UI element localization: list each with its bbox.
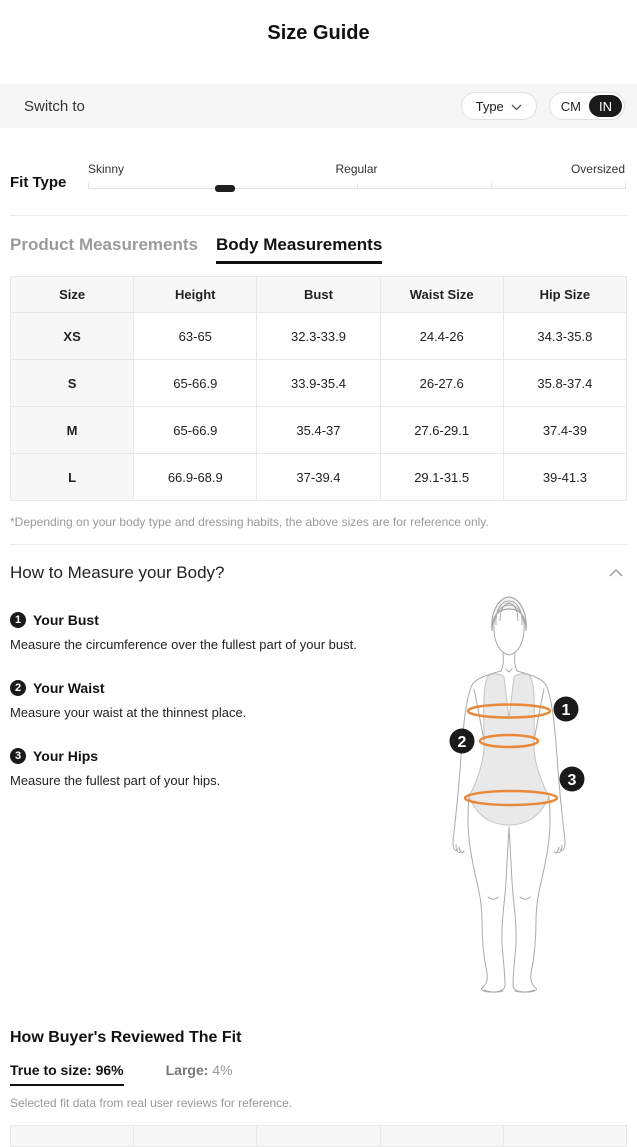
fit-scale-tick (625, 183, 626, 189)
figure-badge-2 (450, 729, 475, 754)
svg-text:3: 3 (567, 772, 577, 789)
unit-option-in[interactable]: IN (589, 95, 622, 117)
table-cell: 29.1-31.5 (380, 454, 503, 501)
fit-type-scale (88, 160, 625, 200)
table-cell: 66.9-68.9 (134, 454, 257, 501)
table-cell: 37-39.4 (257, 454, 380, 501)
how-to-measure-section (10, 563, 627, 999)
measure-step-waist (10, 680, 410, 723)
type-dropdown-button[interactable] (461, 92, 537, 120)
divider (10, 544, 627, 545)
size-cell: M (11, 407, 134, 454)
fit-review-stats (10, 1062, 627, 1086)
partial-table-cell (504, 1125, 627, 1147)
tab-body-measurements[interactable]: Body Measurements (216, 235, 382, 264)
step-description: Measure the fullest part of your hips. (10, 773, 221, 789)
fit-option-regular: Regular (335, 162, 378, 176)
table-row (11, 313, 627, 360)
body-figure (410, 591, 627, 995)
partial-table-cell (10, 1125, 134, 1147)
measure-step-bust (10, 612, 410, 655)
step-number-badge: 1 (10, 612, 26, 628)
chevron-down-icon (511, 99, 522, 114)
measure-steps (10, 612, 410, 791)
measurement-tabs (10, 235, 627, 264)
unit-toggle[interactable] (549, 92, 625, 120)
step-title: Your Waist (33, 680, 105, 697)
svg-text:1: 1 (561, 702, 571, 719)
svg-text:2: 2 (457, 734, 467, 751)
step-number-badge: 3 (10, 748, 26, 764)
table-header-cell: Waist Size (380, 277, 503, 313)
fit-option-skinny: Skinny (88, 162, 125, 176)
unit-option-cm[interactable]: CM (560, 98, 581, 114)
how-to-measure-header[interactable] (10, 563, 627, 583)
fit-type-row (10, 160, 625, 200)
table-row (11, 407, 627, 454)
measure-step-hips (10, 748, 410, 791)
stat-large[interactable]: Large: 4% (165, 1062, 233, 1078)
table-header-cell: Bust (257, 277, 380, 313)
buyer-review-heading: How Buyer's Reviewed The Fit (10, 1029, 242, 1046)
figure-badge-3 (560, 767, 585, 792)
table-row (11, 360, 627, 407)
figure-badge-1 (554, 697, 579, 722)
review-caption: Selected fit data from real user reviews for reference. (10, 1096, 293, 1110)
table-cell: 33.9-35.4 (257, 360, 380, 407)
table-cell: 24.4-26 (380, 313, 503, 360)
table-row (11, 454, 627, 501)
size-cell: XS (11, 313, 134, 360)
step-description: Measure the circumference over the fullest part of your bust. (10, 637, 357, 652)
table-header-row (11, 277, 627, 313)
fit-option-oversized: Oversized (570, 162, 625, 176)
table-cell: 63-65 (134, 313, 257, 360)
size-cell: S (11, 360, 134, 407)
size-table-footnote: *Depending on your body type and dressing habits, the above sizes are for reference only. (10, 515, 489, 529)
fit-type-label: Fit Type (10, 174, 67, 191)
step-description: Measure your waist at the thinnest place. (10, 705, 247, 721)
size-cell: L (11, 454, 134, 501)
table-cell: 27.6-29.1 (380, 407, 503, 454)
fit-scale-tick (88, 183, 89, 189)
stat-true-to-size[interactable]: True to size: 96% (10, 1062, 124, 1086)
fit-type-marker (215, 185, 235, 192)
divider (10, 215, 627, 216)
type-dropdown-label: Type (475, 98, 504, 114)
chevron-up-icon[interactable] (609, 564, 623, 582)
table-header-cell: Size (11, 277, 134, 313)
partial-table-cell (134, 1125, 257, 1147)
tab-product-measurements[interactable]: Product Measurements (10, 235, 198, 254)
size-table (10, 276, 627, 501)
switch-bar (0, 84, 637, 128)
step-title: Your Hips (33, 748, 99, 765)
table-header-cell: Height (134, 277, 257, 313)
table-cell: 35.8-37.4 (503, 360, 626, 407)
table-cell: 39-41.3 (503, 454, 626, 501)
page-title: Size Guide (267, 22, 370, 44)
fit-scale-tick (357, 183, 358, 189)
partial-next-table-header (10, 1125, 627, 1147)
table-cell: 35.4-37 (257, 407, 380, 454)
step-number-badge: 2 (10, 680, 26, 696)
table-cell: 32.3-33.9 (257, 313, 380, 360)
partial-table-cell (381, 1125, 504, 1147)
how-to-measure-title: How to Measure your Body? (10, 563, 225, 582)
table-cell: 34.3-35.8 (503, 313, 626, 360)
buyer-review-section (10, 1029, 627, 1110)
table-cell: 37.4-39 (503, 407, 626, 454)
step-title: Your Bust (33, 612, 99, 628)
table-header-cell: Hip Size (503, 277, 626, 313)
partial-table-cell (257, 1125, 380, 1147)
table-cell: 26-27.6 (380, 360, 503, 407)
switch-controls (461, 92, 625, 120)
fit-scale-tick (491, 183, 492, 189)
table-cell: 65-66.9 (134, 360, 257, 407)
table-cell: 65-66.9 (134, 407, 257, 454)
switch-to-label: Switch to (24, 97, 85, 115)
